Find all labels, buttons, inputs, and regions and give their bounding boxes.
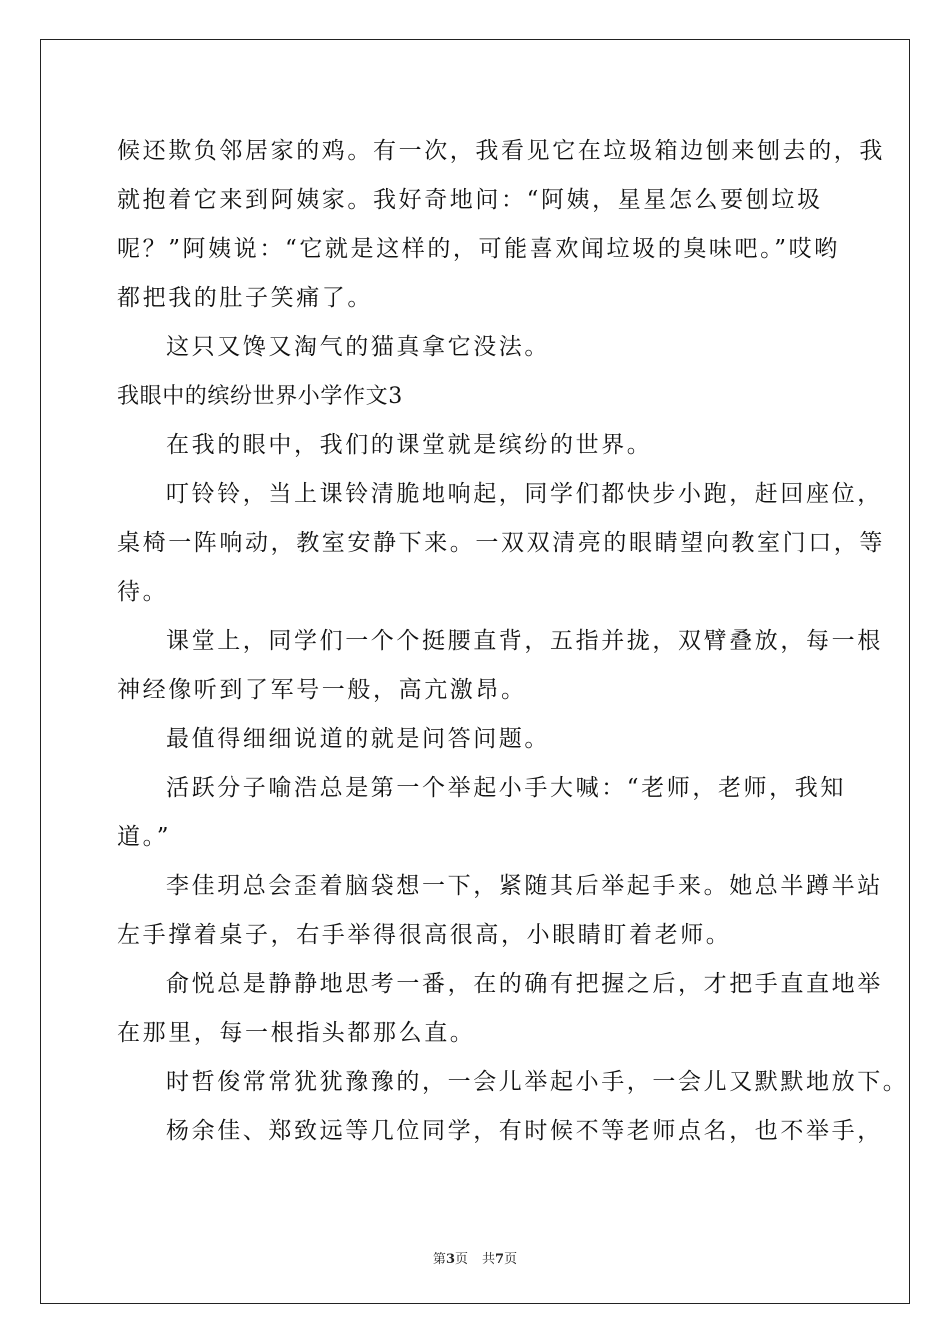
- paragraph-line: 左手撑着桌子，右手举得很高很高，小眼睛盯着老师。: [117, 922, 732, 948]
- section-heading: 我眼中的缤纷世界小学作文3: [117, 384, 403, 409]
- paragraph-line: 桌椅一阵响动，教室安静下来。一双双清亮的眼睛望向教室门口，等: [117, 530, 885, 556]
- paragraph-line: 就抱着它来到阿姨家。我好奇地问：“阿姨，星星怎么要刨垃圾: [117, 187, 823, 213]
- paragraph-line: 呢？”阿姨说：“它就是这样的，可能喜欢闻垃圾的臭味吧。”哎哟: [117, 236, 840, 262]
- paragraph-line: 在我的眼中，我们的课堂就是缤纷的世界。: [166, 432, 653, 458]
- paragraph-line: 都把我的肚子笑痛了。: [117, 285, 373, 311]
- page-current: 3: [445, 1252, 455, 1267]
- paragraph-line: 叮铃铃，当上课铃清脆地响起，同学们都快步小跑，赶回座位，: [166, 481, 883, 507]
- paragraph-line: 课堂上，同学们一个个挺腰直背，五指并拢，双臂叠放，每一根: [166, 628, 883, 654]
- paragraph-line: 道。”: [117, 824, 172, 850]
- total-suffix: 页: [504, 1252, 518, 1267]
- page-suffix: 页: [454, 1252, 468, 1267]
- total-prefix: 共: [482, 1252, 496, 1267]
- document-body: [117, 127, 909, 1156]
- page-total: 7: [495, 1252, 505, 1267]
- paragraph-line: 神经像听到了军号一般，高亢激昂。: [117, 677, 527, 703]
- page-footer: [0, 1248, 950, 1267]
- paragraph-line: 俞悦总是静静地思考一番，在的确有把握之后，才把手直直地举: [166, 971, 883, 997]
- paragraph-line: 杨余佳、郑致远等几位同学，有时候不等老师点名，也不举手，: [166, 1118, 883, 1144]
- paragraph-line: 活跃分子喻浩总是第一个举起小手大喊：“老师，老师，我知: [166, 775, 846, 801]
- paragraph-line: 候还欺负邻居家的鸡。有一次，我看见它在垃圾箱边刨来刨去的，我: [117, 138, 885, 164]
- paragraph-line: 待。: [117, 579, 169, 605]
- paragraph-line: 这只又馋又淘气的猫真拿它没法。: [166, 334, 550, 360]
- paragraph-line: 最值得细细说道的就是问答问题。: [166, 726, 550, 752]
- paragraph-line: 在那里，每一根指头都那么直。: [117, 1020, 476, 1046]
- paragraph-line: 李佳玥总会歪着脑袋想一下，紧随其后举起手来。她总半蹲半站: [166, 873, 883, 899]
- paragraph-line: 时哲俊常常犹犹豫豫的，一会儿举起小手，一会儿又默默地放下。: [166, 1069, 909, 1095]
- page-prefix: 第: [432, 1252, 446, 1267]
